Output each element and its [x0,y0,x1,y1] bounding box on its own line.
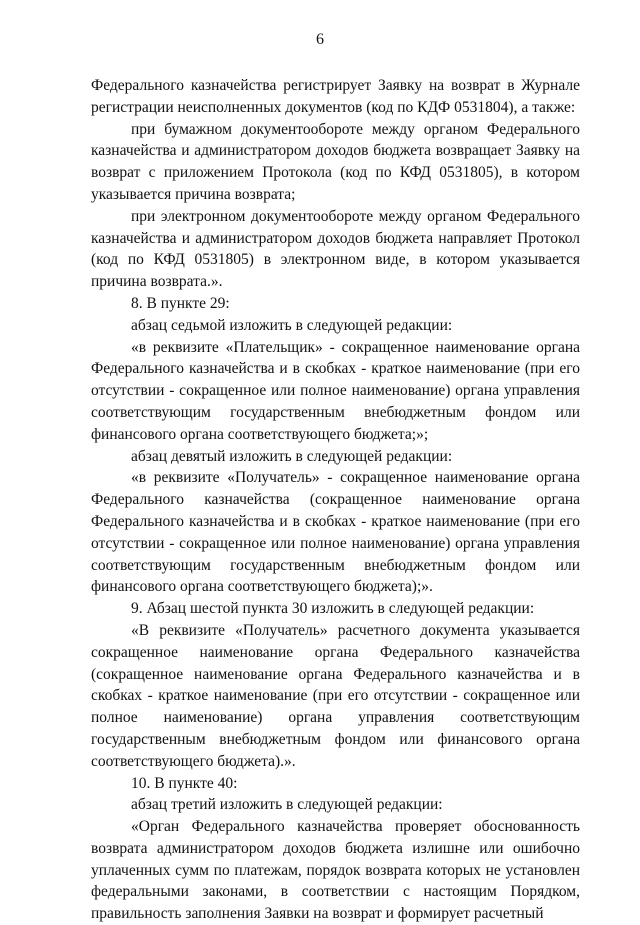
paragraph: «Орган Федерального казначейства проверяет обоснованность возврата администратором доходов бюджета излишне или ошибочно уплаченных сумм по платежам, порядок возврата которых не установлен федеральными законами, в соответствии с настоящим Порядком, правильность заполнения Заявки на возврат и формирует расчетный [91,818,580,923]
section-heading: 10. В пункте 40: [131,774,238,792]
paragraph: абзац седьмой изложить в следующей редакции: [131,316,453,334]
page-number: 6 [316,31,324,48]
paragraph: «В реквизите «Получатель» расчетного документа указывается сокращенное наименование органа Федерального казначейства (сокращенное наименование органа Федерального казначейства и в скобках - краткое наименование (при его отсутствии - сокращенное или полное наименование) органа управления соответствующим государственным внебюджетным фондом или финансового органа соответствующего бюджета).». [91,621,580,770]
paragraph: Федерального казначейства регистрирует Заявку на возврат в Журнале регистрации неисполненных документов (код по КДФ 0531804), а также: [91,77,580,116]
section-heading: 9. Абзац шестой пункта 30 изложить в следующей редакции: [131,600,535,618]
paragraph: абзац девятый изложить в следующей редакции: [131,447,453,465]
paragraph: абзац третий изложить в следующей редакции: [131,796,443,814]
paragraph: при электронном документообороте между органом Федерального казначейства и администратором доходов бюджета направляет Протокол (код по КФД 0531805) в электронном виде, в котором указывается причина возврата.». [91,207,580,291]
document-body [91,75,580,925]
section-heading: 8. В пункте 29: [131,294,230,312]
paragraph: «в реквизите «Плательщик» - сокращенное наименование органа Федерального казначейства и в скобках - краткое наименование (при его отсутствии - сокращенное или полное наименование) органа управления соответствующим государственным внебюджетным фондом или финансового органа соответствующего бюджета;»; [91,338,580,443]
paragraph: при бумажном документообороте между органом Федерального казначейства и администратором доходов бюджета возвращает Заявку на возврат с приложением Протокола (код по КФД 0531805), в котором указывается причина возврата; [91,120,580,203]
paragraph: «в реквизите «Получатель» - сокращенное наименование органа Федерального казначейства (сокращенное наименование органа Федерального казначейства и в скобках - краткое наименование (при его отсутствии - сокращенное или полное наименование) органа управления соответствующим государственным внебюджетным фондом или финансового органа соответствующего бюджета);». [91,469,580,596]
